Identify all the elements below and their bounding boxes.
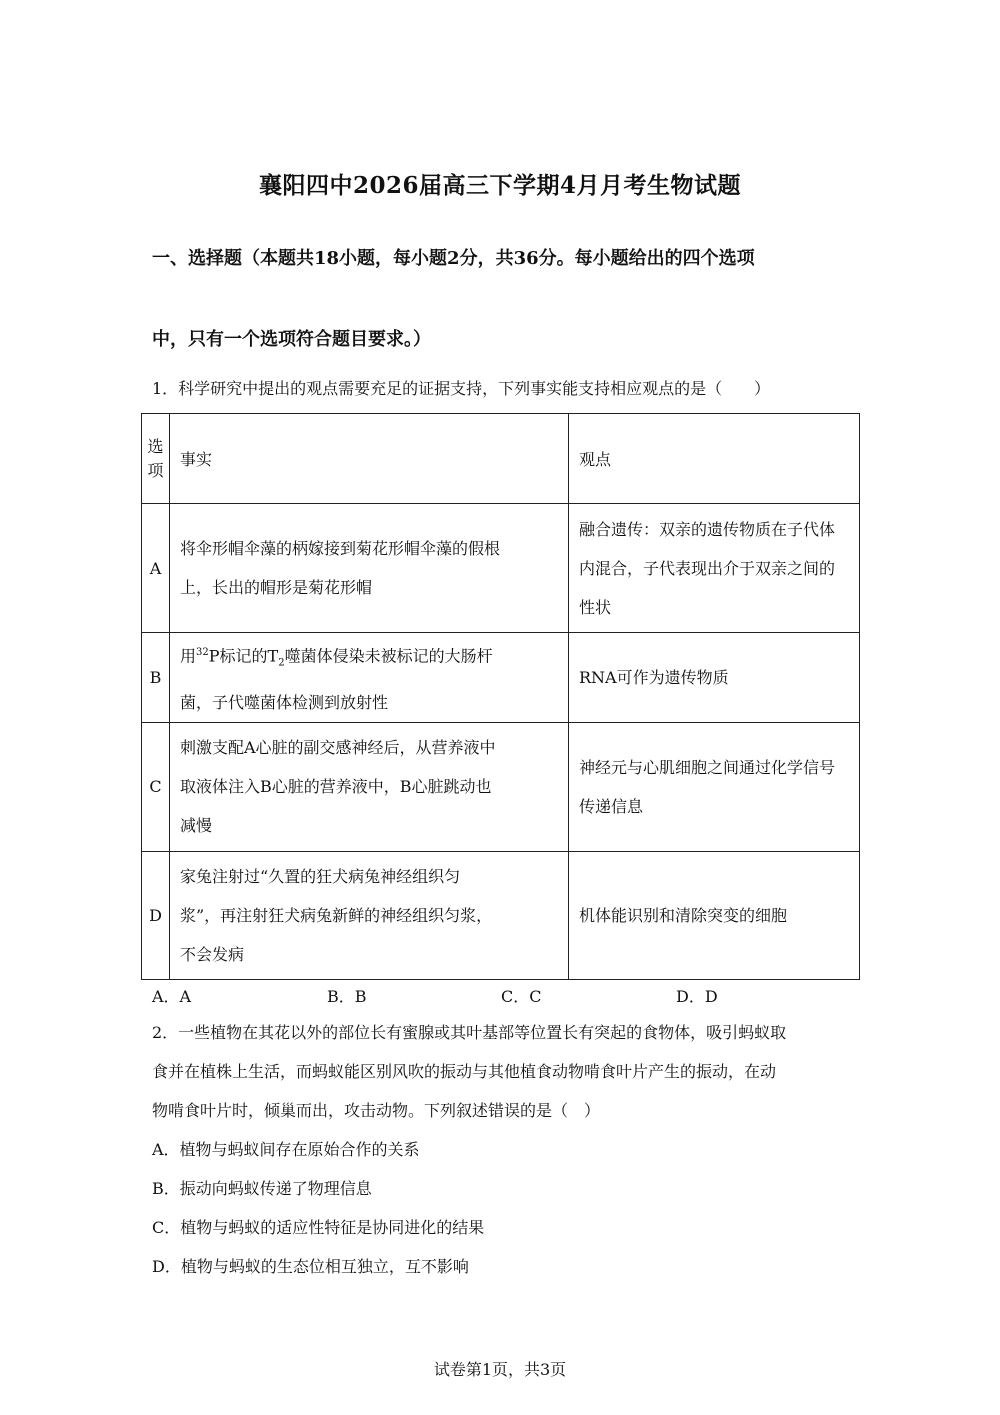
choice-c[interactable]: C．C <box>501 987 542 1006</box>
fact-line: 将伞形帽伞藻的柄嫁接到菊花形帽伞藻的假根 <box>180 539 501 558</box>
table-row <box>142 633 860 723</box>
q2-choice-b[interactable]: B．振动向蚂蚁传递了物理信息 <box>152 1179 372 1198</box>
fact-line: 不会发病 <box>180 944 245 964</box>
row-key: B <box>142 633 170 723</box>
view-line: 性状 <box>579 597 612 617</box>
superscript-32: 32 <box>196 647 209 658</box>
table-row <box>142 504 860 633</box>
question-2-stem-line: 物啃食叶片时，倾巢而出，攻击动物。下列叙述错误的是（ ） <box>152 1101 601 1120</box>
row-view <box>569 722 860 851</box>
question-1-stem: 1．科学研究中提出的观点需要充足的证据支持，下列事实能支持相应观点的是（ ） <box>152 379 771 398</box>
header-option-label: 选 项 <box>147 436 164 480</box>
header-fact <box>170 414 569 504</box>
question-2-stem-line: 食并在植株上生活，而蚂蚁能区别风吹的振动与其他植食动物啃食叶片产生的振动，在动 <box>152 1062 777 1081</box>
view-line: 融合遗传：双亲的遗传物质在子代体 <box>579 519 836 539</box>
row-view <box>569 504 860 633</box>
page-footer: 试卷第1页，共3页 <box>433 1360 567 1379</box>
fact-line: 菌，子代噬菌体检测到放射性 <box>180 692 389 712</box>
row-fact <box>170 722 569 851</box>
header-fact-label: 事实 <box>180 450 213 469</box>
fact-text: P标记的T <box>208 646 279 666</box>
header-view-label: 观点 <box>579 450 612 469</box>
section-heading-line2: 中，只有一个选项符合题目要求。） <box>152 329 431 350</box>
header-option <box>142 414 170 504</box>
row-fact <box>170 633 569 723</box>
row-key: D <box>142 851 170 979</box>
fact-line: 减慢 <box>180 816 213 836</box>
row-key: A <box>142 504 170 633</box>
header-view <box>569 414 860 504</box>
page-title: 襄阳四中2026届高三下学期4月月考生物试题 <box>258 172 742 199</box>
view-line: RNA可作为遗传物质 <box>579 667 729 687</box>
table-header-row <box>142 414 860 504</box>
choice-b[interactable]: B．B <box>327 987 367 1006</box>
row-fact <box>170 504 569 633</box>
fact-line <box>180 633 560 683</box>
section-heading-line1: 一、选择题（本题共18小题，每小题2分，共36分。每小题给出的四个选项 <box>152 248 755 269</box>
fact-line: 取液体注入B心脏的营养液中，B心脏跳动也 <box>180 777 492 797</box>
question-1-table <box>141 413 860 980</box>
row-view <box>569 633 860 723</box>
q2-choice-d[interactable]: D．植物与蚂蚁的生态位相互独立，互不影响 <box>152 1257 469 1276</box>
row-key: C <box>142 722 170 851</box>
view-line: 神经元与心肌细胞之间通过化学信号 <box>579 757 836 777</box>
fact-line: 刺激支配A心脏的副交感神经后，从营养液中 <box>180 738 496 758</box>
view-line: 机体能识别和清除突变的细胞 <box>579 905 788 925</box>
q2-choice-c[interactable]: C．植物与蚂蚁的适应性特征是协同进化的结果 <box>152 1218 485 1237</box>
fact-line: 家兔注射过“久置的狂犬病兔神经组织匀 <box>180 866 461 886</box>
subscript-2: 2 <box>278 657 285 669</box>
fact-line: 浆”，再注射狂犬病兔新鲜的神经组织匀浆， <box>180 905 493 925</box>
row-view <box>569 851 860 979</box>
row-fact <box>170 851 569 979</box>
choice-a[interactable]: A．A <box>152 987 192 1006</box>
view-line: 内混合，子代表现出介于双亲之间的 <box>579 558 836 578</box>
view-line: 传递信息 <box>579 796 644 816</box>
fact-line: 上，长出的帽形是菊花形帽 <box>180 578 373 597</box>
q2-choice-a[interactable]: A．植物与蚂蚁间存在原始合作的关系 <box>152 1140 420 1159</box>
choice-d[interactable]: D．D <box>676 987 718 1006</box>
fact-text: 用 <box>180 646 197 666</box>
fact-text: 噬菌体侵染未被标记的大肠杆 <box>284 646 493 666</box>
question-2-stem-line: 2．一些植物在其花以外的部位长有蜜腺或其叶基部等位置长有突起的食物体，吸引蚂蚁取 <box>152 1023 787 1042</box>
table-row <box>142 722 860 851</box>
table-row <box>142 851 860 979</box>
